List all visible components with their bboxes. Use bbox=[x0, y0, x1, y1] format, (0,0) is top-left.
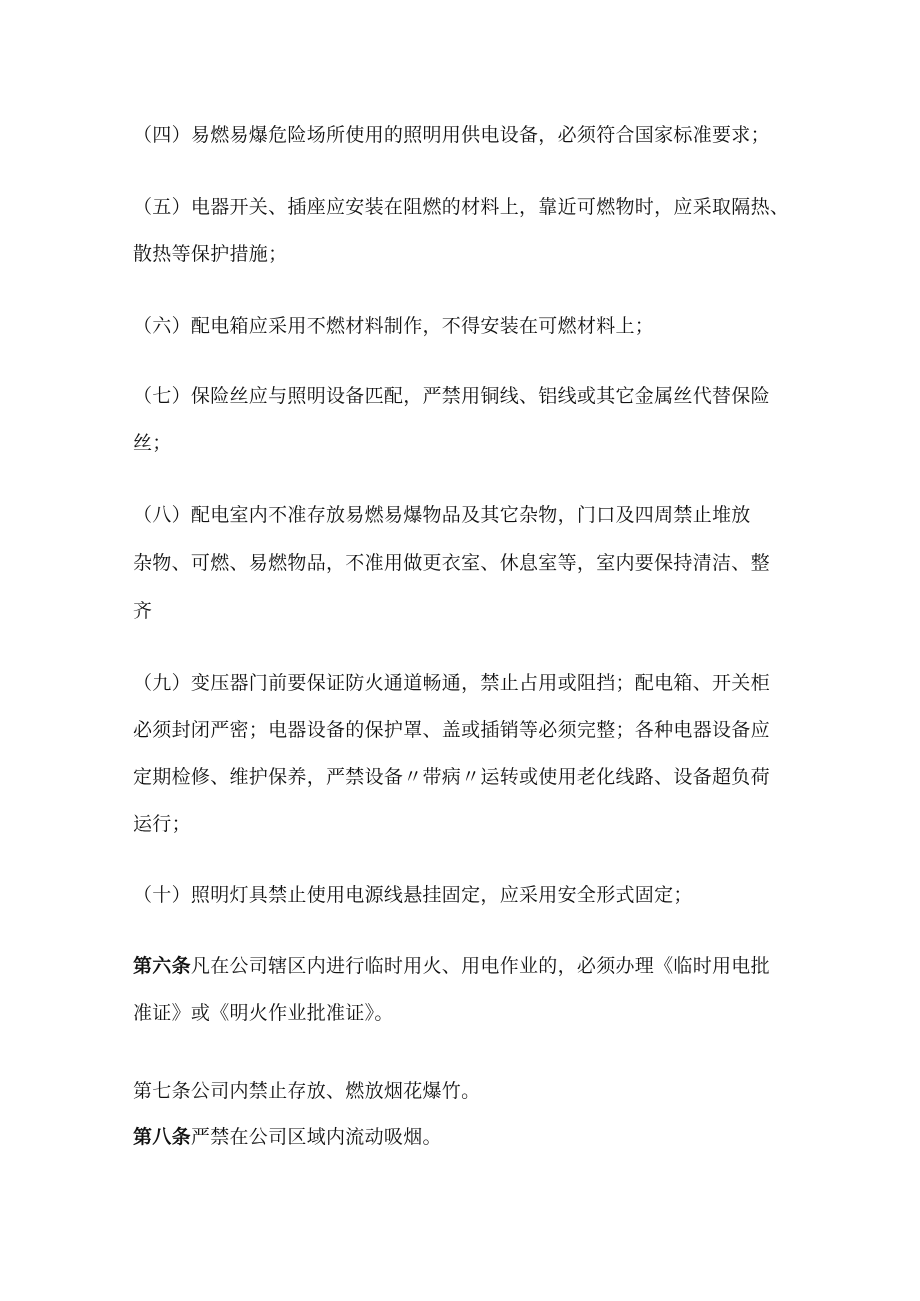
item-9-line-4: 运行； bbox=[133, 813, 191, 835]
article-8-text: 严禁在公司区域内流动吸烟。 bbox=[190, 1126, 442, 1148]
article-6-label: 第六条 bbox=[133, 955, 191, 977]
article-8-line bbox=[133, 1124, 442, 1150]
article-7-line: 第七条公司内禁止存放、燃放烟花爆竹。 bbox=[133, 1080, 481, 1102]
article-6-line-2: 准证》或《明火作业批准证》。 bbox=[133, 1002, 394, 1024]
article-6-text: 凡在公司辖区内进行临时用火、用电作业的，必须办理《临时用电批 bbox=[190, 955, 770, 977]
item-5-line-2: 散热等保护措施； bbox=[133, 243, 288, 265]
article-8-label: 第八条 bbox=[133, 1126, 191, 1148]
item-8-line-1: （八）配电室内不准存放易燃易爆物品及其它杂物，门口及四周禁止堆放 bbox=[133, 504, 751, 526]
item-9-line-3: 定期检修、维护保养，严禁设备〃带病〃运转或使用老化线路、设备超负荷 bbox=[133, 766, 770, 788]
item-9-line-2: 必须封闭严密；电器设备的保护罩、盖或插销等必须完整；各种电器设备应 bbox=[133, 719, 770, 741]
item-6-line-1: （六）配电箱应采用不燃材料制作，不得安装在可燃材料上； bbox=[133, 315, 655, 337]
item-9-line-1: （九）变压器门前要保证防火通道畅通，禁止占用或阻挡；配电箱、开关柜 bbox=[133, 672, 770, 694]
article-6-line-1 bbox=[133, 953, 770, 979]
item-8-line-3: 齐 bbox=[133, 600, 153, 622]
item-8-line-2: 杂物、可燃、易燃物品，不准用做更衣室、休息室等，室内要保持清洁、整 bbox=[133, 552, 770, 574]
item-5-line-1: （五）电器开关、插座应安装在阻燃的材料上，靠近可燃物时，应采取隔热、 bbox=[133, 196, 790, 218]
item-4-line-1: （四）易燃易爆危险场所使用的照明用供电设备，必须符合国家标准要求； bbox=[133, 124, 770, 146]
item-7-line-2: 丝； bbox=[133, 432, 172, 454]
item-7-line-1: （七）保险丝应与照明设备匹配，严禁用铜线、铝线或其它金属丝代替保险 bbox=[133, 385, 770, 407]
item-10-line-1: （十）照明灯具禁止使用电源线悬挂固定，应采用安全形式固定； bbox=[133, 884, 693, 906]
